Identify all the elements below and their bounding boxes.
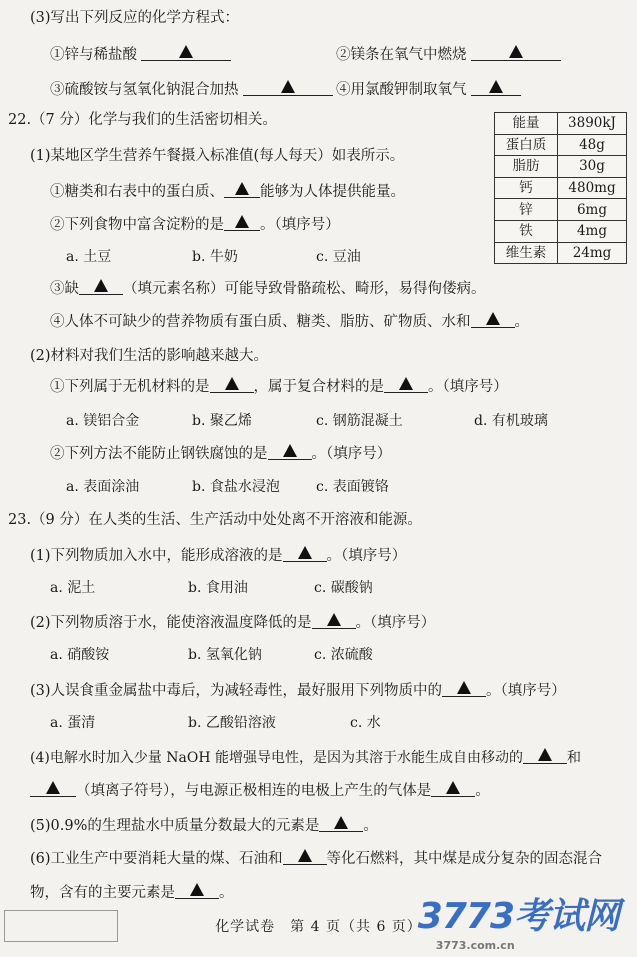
answer-blank[interactable] xyxy=(268,443,312,460)
q21-item-2: ②镁条在氧气中燃烧 xyxy=(336,44,561,65)
answer-blank[interactable] xyxy=(30,780,76,797)
option: a. 蛋清 xyxy=(50,715,96,731)
q21-item-4: ④用氯酸钾制取氧气 xyxy=(336,79,521,100)
q22-1-3: ③缺 （填元素名称）可能导致骨骼疏松、畸形，易得佝偻病。 xyxy=(50,278,486,299)
watermark-brand: 3773考试网 xyxy=(417,896,619,937)
option: a. 泥土 xyxy=(50,580,96,596)
answer-blank[interactable] xyxy=(283,545,327,562)
table-row: 钙 480mg xyxy=(495,177,627,199)
q23-1: (1)下列物质加入水中，能形成溶液的是 。（填序号） xyxy=(30,545,406,566)
option: a. 硝酸铵 xyxy=(50,647,110,663)
table-row: 能量 3890kJ xyxy=(495,113,627,135)
triangle-marker-icon xyxy=(179,45,193,58)
table-row: 脂肪 30g xyxy=(495,156,627,178)
q23-5: (5)0.9%的生理盐水中质量分数最大的元素是 。 xyxy=(30,815,378,836)
triangle-marker-icon xyxy=(334,816,348,829)
option: b. 乙酸铅溶液 xyxy=(188,715,276,731)
option: a. 镁铝合金 xyxy=(66,413,140,429)
answer-blank[interactable] xyxy=(471,79,521,96)
option: c. 钢筋混凝土 xyxy=(316,413,403,429)
option: b. 牛奶 xyxy=(192,249,238,265)
answer-blank[interactable] xyxy=(243,79,333,96)
triangle-marker-icon xyxy=(399,377,413,390)
table-row: 蛋白质 48g xyxy=(495,134,627,156)
answer-blank[interactable] xyxy=(141,44,231,61)
q23-4a: (4)电解水时加入少量 NaOH 能增强导电性，是因为其溶于水能生成自由移动的 和 xyxy=(30,747,581,768)
table-row: 维生素 24mg xyxy=(495,242,627,264)
triangle-marker-icon xyxy=(298,546,312,559)
watermark-url: 3773.com.cn xyxy=(435,939,515,952)
triangle-marker-icon xyxy=(225,377,239,390)
q22-stem: 22.（7 分）化学与我们的生活密切相关。 xyxy=(8,112,277,128)
q23-3: (3)人误食重金属盐中毒后，为减轻毒性，最好服用下列物质中的 。（填序号） xyxy=(30,680,566,701)
q23-4b: （填离子符号），与电源正极相连的电极上产生的气体是 。 xyxy=(30,780,490,801)
answer-blank[interactable] xyxy=(224,181,260,198)
triangle-marker-icon xyxy=(489,80,503,93)
answer-blank[interactable] xyxy=(442,680,486,697)
answer-blank[interactable] xyxy=(471,44,561,61)
answer-blank[interactable] xyxy=(210,376,254,393)
answer-blank[interactable] xyxy=(312,612,356,629)
triangle-marker-icon xyxy=(457,681,471,694)
answer-blank[interactable] xyxy=(431,780,475,797)
answer-blank[interactable] xyxy=(79,278,123,295)
option: c. 浓硫酸 xyxy=(314,647,373,663)
answer-blank[interactable] xyxy=(523,747,567,764)
option: a. 土豆 xyxy=(66,249,112,265)
triangle-marker-icon xyxy=(94,279,108,292)
triangle-marker-icon xyxy=(283,444,297,457)
watermark-logo xyxy=(418,888,619,952)
q22-2-2: ②下列方法不能防止钢铁腐蚀的是 。（填序号） xyxy=(50,443,391,464)
triangle-marker-icon xyxy=(446,781,460,794)
answer-blank[interactable] xyxy=(283,848,327,865)
triangle-marker-icon xyxy=(298,849,312,862)
q23-6b: 物，含有的主要元素是 。 xyxy=(30,882,234,903)
option: d. 有机玻璃 xyxy=(474,413,548,429)
option: c. 水 xyxy=(350,715,381,731)
q22-2-1: ①下列属于无机材料的是 ，属于复合材料的是 。（填序号） xyxy=(50,376,508,397)
option: c. 表面镀铬 xyxy=(316,479,389,495)
nutrition-table xyxy=(494,112,627,264)
triangle-marker-icon xyxy=(327,613,341,626)
q23-6a: (6)工业生产中要消耗大量的煤、石油和 等化石燃料，其中煤是成分复杂的固态混合 xyxy=(30,848,602,869)
q22-1-2: ②下列食物中富含淀粉的是 。（填序号） xyxy=(50,214,340,235)
triangle-marker-icon xyxy=(538,748,552,761)
q22-1-1: ①糖类和右表中的蛋白质、 能够为人体提供能量。 xyxy=(50,181,405,202)
answer-blank[interactable] xyxy=(175,882,219,899)
triangle-marker-icon xyxy=(281,80,295,93)
triangle-marker-icon xyxy=(235,182,249,195)
page-footer: 化学试卷 第 4 页（共 6 页） xyxy=(215,919,422,935)
option: b. 氢氧化钠 xyxy=(188,647,262,663)
q21-item-1: ①锌与稀盐酸 xyxy=(50,44,231,65)
option: c. 豆油 xyxy=(316,249,361,265)
answer-blank[interactable] xyxy=(224,214,260,231)
triangle-marker-icon xyxy=(486,312,500,325)
table-row: 铁 4mg xyxy=(495,220,627,242)
option: b. 食用油 xyxy=(188,580,248,596)
answer-blank[interactable] xyxy=(319,815,363,832)
answer-blank[interactable] xyxy=(471,311,515,328)
q23-stem: 23.（9 分）在人类的生活、生产活动中处处离不开溶液和能源。 xyxy=(8,512,422,528)
option: b. 食盐水浸泡 xyxy=(192,479,280,495)
q22-part1: (1)某地区学生营养午餐摄入标准值(每人每天）如表所示。 xyxy=(30,148,405,164)
triangle-marker-icon xyxy=(46,781,60,794)
q22-part2: (2)材料对我们生活的影响越来越大。 xyxy=(30,348,269,364)
triangle-marker-icon xyxy=(509,45,523,58)
option: c. 碳酸钠 xyxy=(314,580,373,596)
q21-stem: (3)写出下列反应的化学方程式： xyxy=(30,10,240,26)
option: a. 表面涂油 xyxy=(66,479,140,495)
triangle-marker-icon xyxy=(235,215,249,228)
answer-blank[interactable] xyxy=(384,376,428,393)
table-row: 锌 6mg xyxy=(495,199,627,221)
q23-2: (2)下列物质溶于水，能使溶液温度降低的是 。（填序号） xyxy=(30,612,435,633)
option: b. 聚乙烯 xyxy=(192,413,252,429)
triangle-marker-icon xyxy=(190,883,204,896)
q22-1-4: ④人体不可缺少的营养物质有蛋白质、糖类、脂肪、矿物质、水和 。 xyxy=(50,311,529,332)
q21-item-3: ③硫酸铵与氢氧化钠混合加热 xyxy=(50,79,333,100)
